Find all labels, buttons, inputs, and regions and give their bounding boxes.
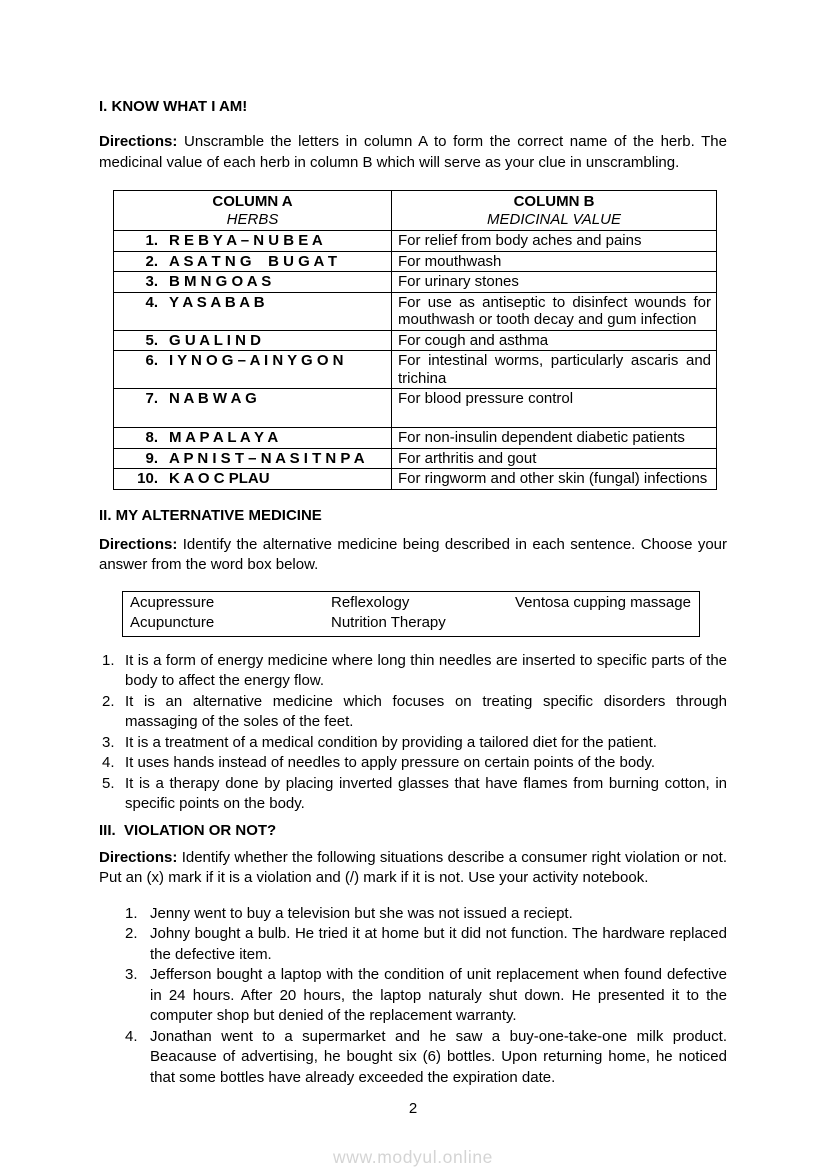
table-header-row (114, 191, 717, 231)
item-number: 4. (125, 1027, 138, 1045)
row-number: 7. (145, 390, 158, 407)
section-3-list (125, 904, 727, 1089)
column-b-title: COLUMN B (513, 193, 595, 210)
medicinal-value-cell: For mouthwash (392, 251, 717, 272)
medicinal-value-cell: For ringworm and other skin (fungal) infections (392, 469, 717, 490)
item-number: 3. (125, 966, 138, 983)
scrambled-letters: I Y N O G – A I N Y G O N (169, 352, 344, 369)
list-item (99, 733, 727, 754)
word-box-item: Acupressure (130, 593, 215, 611)
item-text: It is a therapy done by placing inverted glasses that have flames from burning cotton, in specific points on the body. (125, 774, 727, 812)
directions-text: Identify whether the following situations describe a consumer right violation or not. Put an (x) mark if it is a violation and (/) mark if it is not. Use your activity notebook. (99, 848, 727, 886)
table-row (114, 251, 717, 272)
word-box-item: Reflexology (331, 593, 410, 611)
row-number: 5. (145, 331, 158, 349)
herb-scrambled-cell (114, 272, 392, 293)
directions-label: Directions: (99, 133, 178, 150)
row-number: 10. (137, 470, 158, 487)
medicinal-value-cell: For non-insulin dependent diabetic patients (392, 428, 717, 449)
scrambled-letters: Y A S A B A B (169, 293, 265, 311)
watermark: www.modyul.online (333, 1146, 493, 1167)
item-number: 2. (125, 925, 138, 942)
row-number: 6. (145, 352, 158, 369)
word-box (122, 591, 700, 637)
item-text: Jenny went to buy a television but she was not issued a reciept. (150, 904, 573, 922)
list-item (99, 774, 727, 815)
directions-label: Directions: (99, 848, 178, 866)
column-a-header (114, 191, 392, 231)
list-item (125, 965, 727, 1027)
item-text: Johny bought a bulb. He tried it at home but it did not function. The hardware replaced the defective item. (150, 925, 727, 963)
item-text: Jonathan went to a supermarket and he saw a buy-one-take-one milk product. Beacause of advertising, he bought six (6) bottles. Upon returning home, he noticed that some bottles have already exceeded the expiration date. (150, 1027, 727, 1086)
item-text: Jefferson bought a laptop with the condition of unit replacement when found defective in 24 hours. After 20 hours, the laptop naturaly shut down. He presented it to the computer shop but denied of the replacement warranty. (150, 966, 727, 1024)
medicinal-value-cell: For intestinal worms, particularly ascaris and trichina (392, 351, 717, 389)
directions-text: Unscramble the letters in column A to form the correct name of the herb. The medicinal value of each herb in column B which will serve as your clue in unscrambling. (99, 133, 727, 171)
scrambled-letters: M A P A L A Y A (169, 429, 279, 446)
table-row (114, 389, 717, 428)
herb-scrambled-cell (114, 330, 392, 351)
section-3-heading: III. VIOLATION OR NOT? (99, 821, 277, 839)
scrambled-letters: A S A T N G B U G A T (169, 252, 338, 270)
list-item (99, 651, 727, 692)
section-2-heading: II. MY ALTERNATIVE MEDICINE (99, 506, 322, 524)
row-number: 3. (145, 273, 158, 290)
scrambled-letters: G U A L I N D (169, 331, 261, 349)
row-number: 9. (145, 449, 158, 467)
item-number: 5. (102, 774, 115, 792)
row-number: 8. (145, 429, 158, 446)
row-number: 2. (145, 252, 158, 270)
list-item (99, 753, 727, 774)
medicinal-value-cell: For relief from body aches and pains (392, 231, 717, 252)
item-number: 1. (125, 904, 138, 922)
scrambled-letters: K A O C PLAU (169, 470, 270, 487)
directions-label: Directions: (99, 535, 178, 553)
table-row (114, 351, 717, 389)
column-b-subtitle: MEDICINAL VALUE (487, 210, 621, 228)
list-item (125, 1027, 727, 1089)
table-row (114, 272, 717, 293)
word-box-item: Nutrition Therapy (331, 614, 446, 631)
herb-scrambled-cell (114, 292, 392, 330)
scrambled-letters: N A B W A G (169, 390, 257, 407)
row-number: 1. (145, 232, 158, 249)
herb-scrambled-cell (114, 351, 392, 389)
section-1-heading: I. KNOW WHAT I AM! (99, 98, 248, 115)
column-a-title: COLUMN A (212, 193, 293, 210)
page-number: 2 (408, 1100, 418, 1117)
section-3-directions (99, 848, 727, 889)
scrambled-letters: B M N G O A S (169, 273, 272, 290)
column-b-header (392, 191, 717, 231)
medicinal-value-cell: For urinary stones (392, 272, 717, 293)
herb-scrambled-cell (114, 428, 392, 449)
word-box-item: Ventosa cupping massage (515, 593, 691, 611)
item-text: It is a form of energy medicine where long thin needles are inserted to specific parts of the body to affect the energy flow. (125, 651, 727, 689)
word-box-column (331, 593, 515, 634)
table-row (114, 469, 717, 490)
table-row (114, 428, 717, 449)
herb-scrambled-cell (114, 469, 392, 490)
word-box-item: Acupuncture (130, 614, 215, 631)
section-1-directions (99, 132, 727, 173)
herb-scrambled-cell (114, 389, 392, 428)
scrambled-letters: R E B Y A – N U B E A (169, 232, 323, 249)
item-text: It is a treatment of a medical condition by providing a tailored diet for the patient. (125, 733, 657, 751)
item-number: 3. (102, 733, 115, 751)
item-text: It is an alternative medicine which focuses on treating specific disorders through massaging of the soles of the feet. (125, 692, 727, 730)
herbs-table (113, 190, 717, 490)
medicinal-value-cell: For arthritis and gout (392, 448, 717, 469)
row-number: 4. (145, 293, 158, 311)
scrambled-letters: A P N I S T – N A S I T N P A (169, 449, 365, 467)
list-item (99, 692, 727, 733)
item-number: 4. (102, 754, 115, 771)
section-2-list (99, 651, 727, 815)
herb-scrambled-cell (114, 231, 392, 252)
list-item (125, 904, 727, 925)
herb-scrambled-cell (114, 448, 392, 469)
medicinal-value-cell: For use as antiseptic to disinfect wounds for mouthwash or tooth decay and gum infection (392, 292, 717, 330)
word-box-column (515, 593, 699, 634)
table-row (114, 292, 717, 330)
table-row (114, 330, 717, 351)
table-row (114, 231, 717, 252)
word-box-column (130, 593, 331, 634)
item-text: It uses hands instead of needles to apply pressure on certain points of the body. (125, 754, 656, 771)
column-a-subtitle: HERBS (226, 210, 279, 228)
section-2-directions (99, 535, 727, 576)
table-row (114, 448, 717, 469)
medicinal-value-cell: For cough and asthma (392, 330, 717, 351)
list-item (125, 924, 727, 965)
item-number: 1. (102, 651, 115, 669)
directions-text: Identify the alternative medicine being described in each sentence. Choose your answer from the word box below. (99, 535, 728, 573)
medicinal-value-cell: For blood pressure control (392, 389, 717, 428)
herb-scrambled-cell (114, 251, 392, 272)
item-number: 2. (102, 692, 115, 710)
